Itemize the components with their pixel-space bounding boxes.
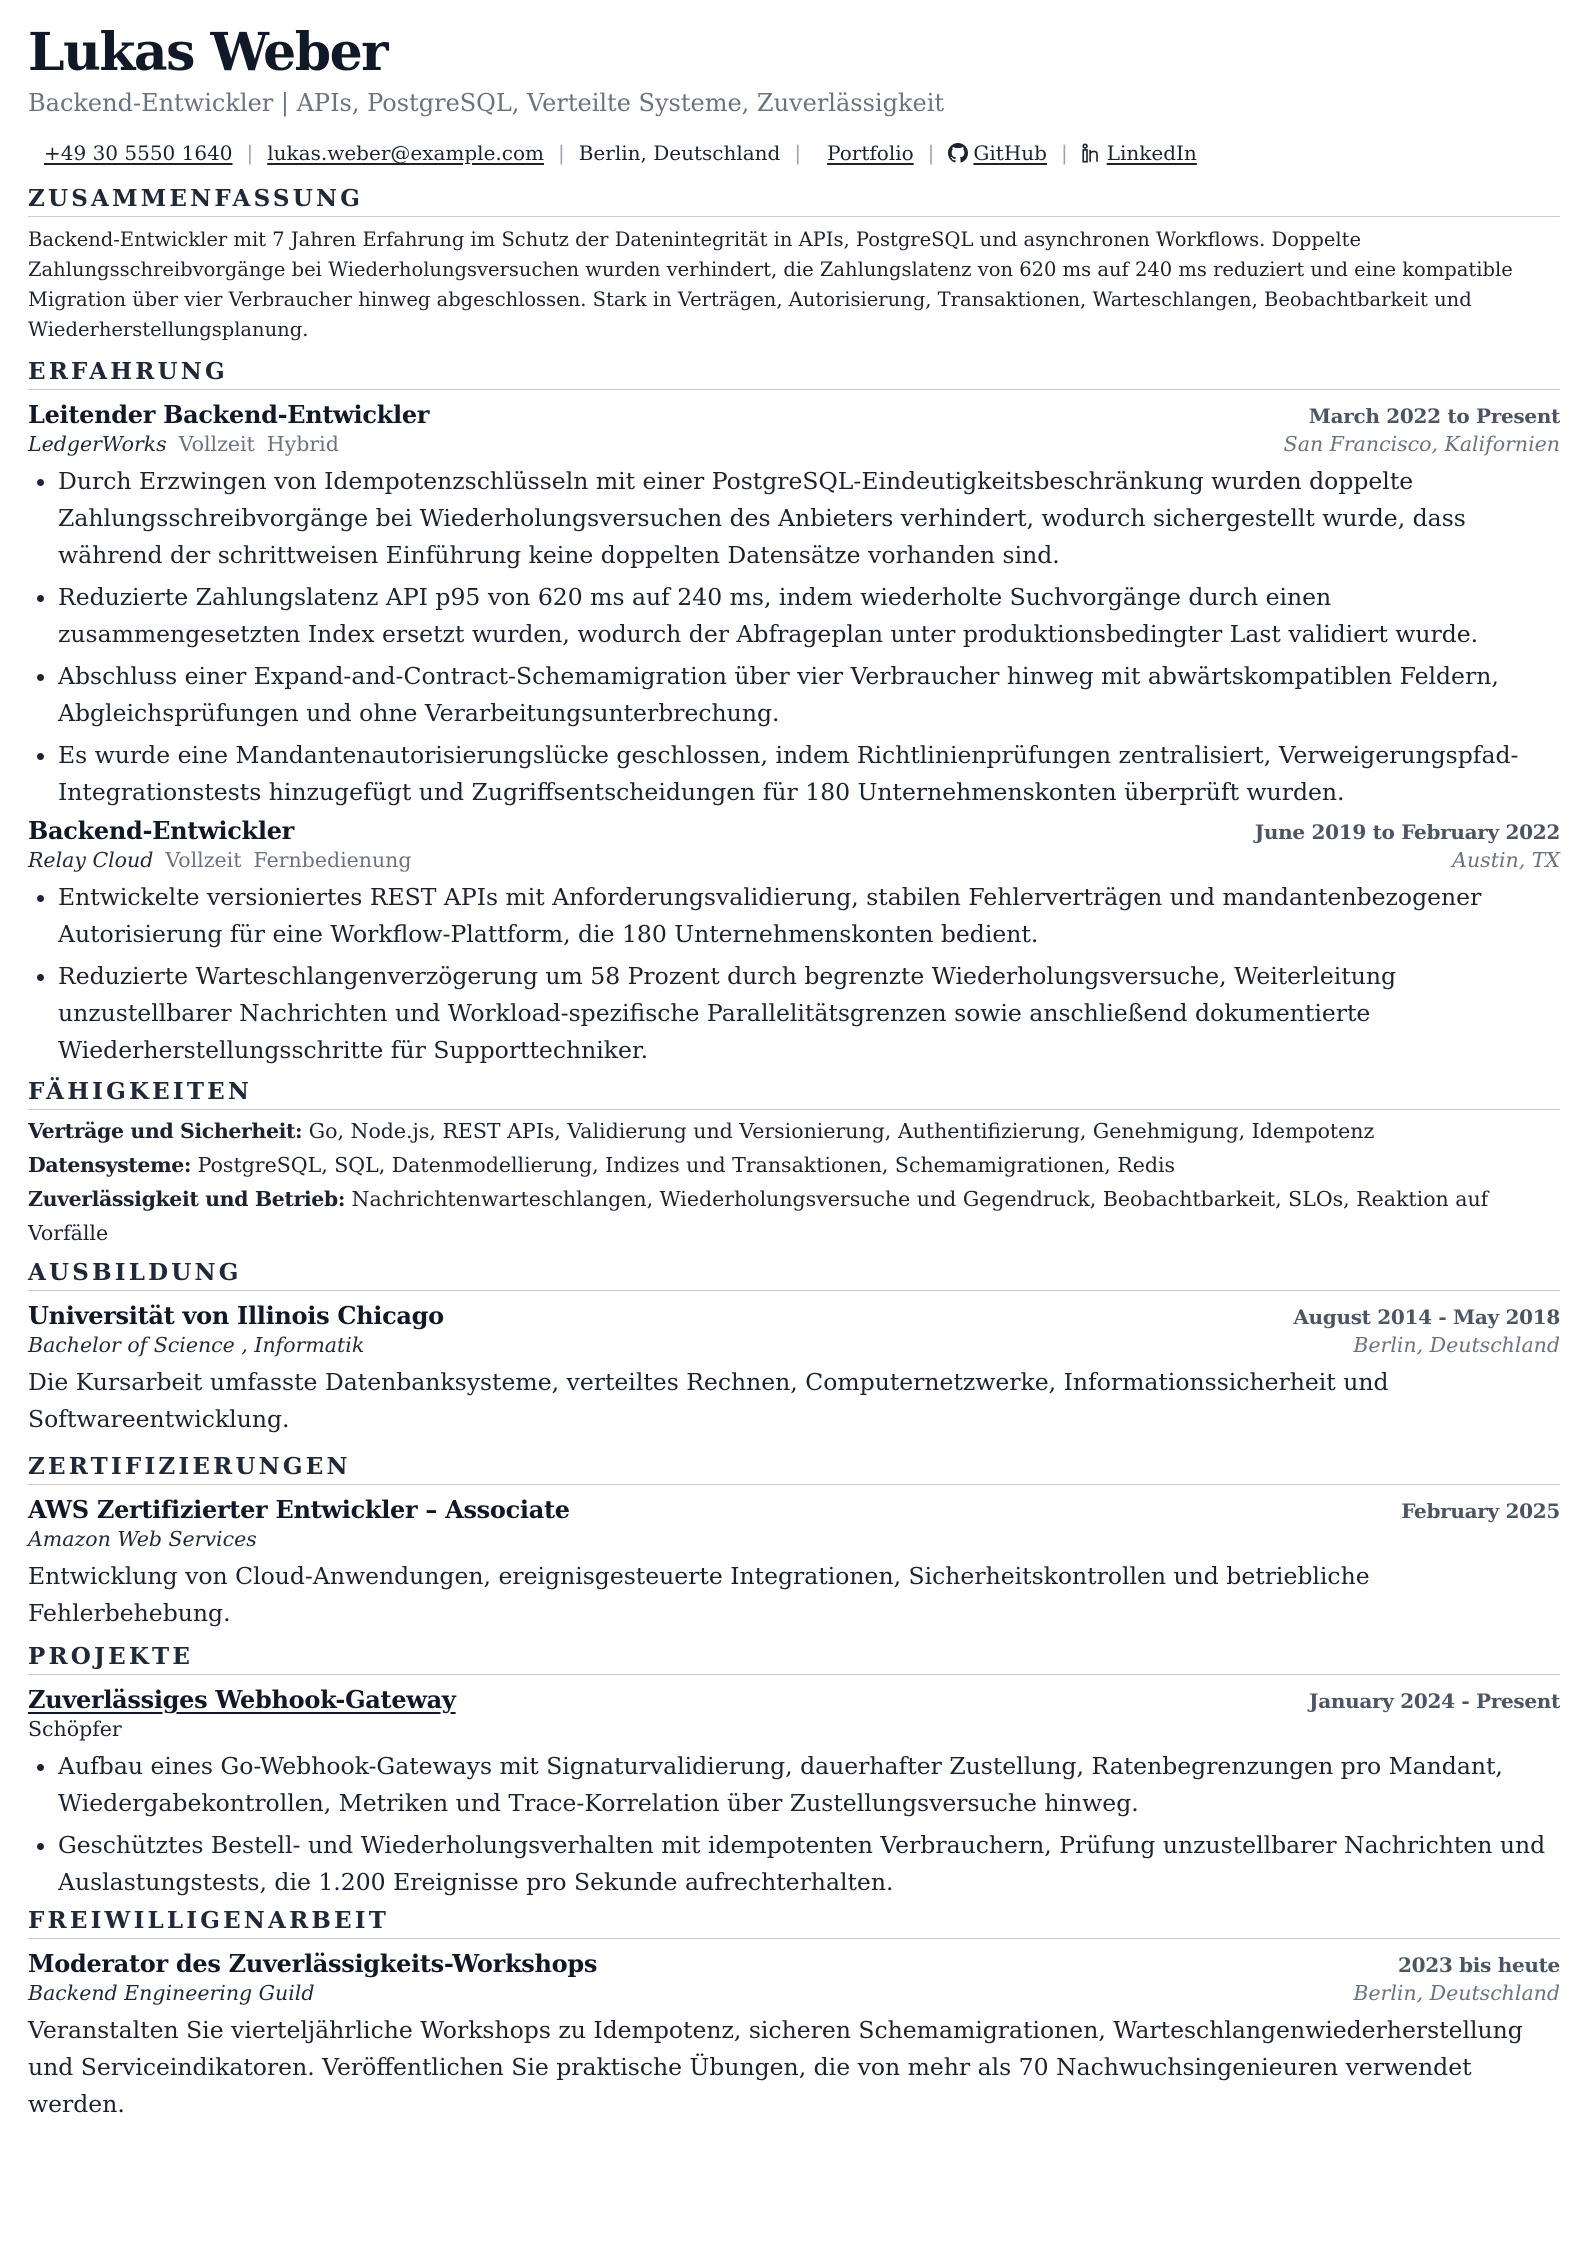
bullet-item: • Abschluss einer Expand-and-Contract-Schemamigration über vier Verbraucher hinweg mit abwärtskompatiblen Feldern, Abgleichsprüfungen und ohne Verarbeitungsunterbrechung. (58, 658, 1560, 732)
bullet-item: • Durch Erzwingen von Idempotenzschlüsseln mit einer PostgreSQL-Eindeutigkeitsbeschränkung wurden doppelte Zahlungsschreibvorgänge bei Wiederholungsversuchen des Anbieters verhindert, wodurch sichergestellt wurde, dass während der schrittweisen Einführung keine doppelten Datensätze vorhanden sind. (58, 463, 1560, 574)
bullet-item: • Geschütztes Bestell- und Wiederholungsverhalten mit idempotenten Verbrauchern, Prüfung unzustellbarer Nachrichten und Auslastungstests, die 1.200 Ereignisse pro Sekunde aufrechterhalten. (58, 1827, 1560, 1901)
skill-label: Verträge und Sicherheit: (28, 1119, 303, 1143)
summary-text: Backend-Entwickler mit 7 Jahren Erfahrung im Schutz der Datenintegrität in APIs, PostgreSQL und asynchronen Workflows. Doppelte Zahlungsschreibvorgänge bei Wiederholungsversuchen wurden verhindert, die Zahlungslatenz von 620 ms auf 240 ms reduziert und eine kompatible Migration über vier Verbraucher hinweg abgeschlossen. Stark in Verträgen, Autorisierung, Transaktionen, Warteschlangen, Beobachtbarkeit und Wiederherstellungsplanung. (28, 228, 1513, 341)
skill-label: Zuverlässigkeit und Betrieb: (28, 1187, 345, 1211)
location-text: Berlin, Deutschland (578, 141, 781, 165)
bullet-item: • Reduzierte Warteschlangenverzögerung um 58 Prozent durch begrenzte Wiederholungsversuche, Weiterleitung unzustellbarer Nachrichten und Workload-spezifische Parallelitätsgrenzen sowie anschließend dokumentierte Wiederherstellungsschritte für Supporttechniker. (58, 958, 1560, 1069)
employment-type: Vollzeit (178, 432, 255, 456)
resume-header (28, 22, 1560, 168)
experience-entry (28, 816, 1560, 1069)
school-name: Universität von Illinois Chicago (28, 1301, 444, 1330)
job-title: Leitender Backend-Entwickler (28, 400, 430, 429)
project-bullets (28, 1748, 1560, 1901)
job-title: Backend-Entwickler (28, 816, 295, 845)
contact-separator: | (1060, 141, 1068, 165)
employment-type: Vollzeit (165, 848, 242, 872)
section-title-certifications: ZERTIFIZIERUNGEN (28, 1452, 1560, 1485)
volunteer-description: Veranstalten Sie vierteljährliche Workshops zu Idempotenz, sicheren Schemamigrationen, Warteschlangenwiederherstellung und Serviceindikatoren. Veröffentlichen Sie praktische Übungen, die von mehr als 70 Nachwuchsingenieuren verwendet werden. (28, 2016, 1523, 2118)
section-title-experience: ERFAHRUNG (28, 357, 1560, 390)
contact-separator: | (246, 141, 254, 165)
job-location: San Francisco, Kalifornien (1283, 432, 1560, 456)
experience-section (28, 357, 1560, 1069)
volunteer-entry (28, 1949, 1560, 2123)
certification-entry (28, 1495, 1560, 1632)
skill-value: Nachrichtenwarteschlangen, Wiederholungsversuche und Gegendruck, Beobachtbarkeit, SLOs, Reaktion auf Vorfälle (28, 1187, 1489, 1245)
contact-bar (28, 138, 1560, 168)
candidate-name: Lukas Weber (28, 22, 388, 83)
degree: Bachelor of Science , Informatik (28, 1333, 365, 1357)
volunteer-date: 2023 bis heute (1397, 1953, 1560, 1977)
section-title-education: AUSBILDUNG (28, 1258, 1560, 1291)
certification-title: AWS Zertifizierter Entwickler – Associate (28, 1495, 570, 1524)
volunteer-location: Berlin, Deutschland (1353, 1981, 1560, 2005)
certification-issuer: Amazon Web Services (28, 1527, 257, 1551)
skill-value: PostgreSQL, SQL, Datenmodellierung, Indizes und Transaktionen, Schemamigrationen, Redis (197, 1153, 1176, 1177)
certification-description: Entwicklung von Cloud-Anwendungen, ereignisgesteuerte Integrationen, Sicherheitskontrollen und betriebliche Fehlerbehebung. (28, 1562, 1370, 1627)
certifications-section (28, 1452, 1560, 1632)
linkedin-link[interactable]: LinkedIn (1106, 141, 1197, 165)
section-title-volunteer: FREIWILLIGENARBEIT (28, 1906, 1560, 1939)
candidate-tagline: Backend-Entwickler | APIs, PostgreSQL, Verteilte Systeme, Zuverlässigkeit (28, 89, 945, 117)
portfolio-link[interactable]: Portfolio (827, 141, 914, 165)
skill-label: Datensysteme: (28, 1153, 192, 1177)
education-description: Die Kursarbeit umfasste Datenbanksysteme, verteiltes Rechnen, Computernetzwerke, Informationssicherheit und Softwareentwicklung. (28, 1368, 1389, 1433)
skill-value: Go, Node.js, REST APIs, Validierung und Versionierung, Authentifizierung, Genehmigung, Idempotenz (308, 1119, 1375, 1143)
skill-row (28, 1148, 1560, 1182)
company-name: LedgerWorks (28, 432, 167, 456)
bullet-item: • Aufbau eines Go-Webhook-Gateways mit Signaturvalidierung, dauerhafter Zustellung, Ratenbegrenzungen pro Mandant, Wiedergabekontrollen, Metriken und Trace-Korrelation über Zustellungsversuche hinweg. (58, 1748, 1560, 1822)
work-mode: Hybrid (266, 432, 339, 456)
job-date: March 2022 to Present (1308, 404, 1560, 428)
volunteer-title: Moderator des Zuverlässigkeits-Workshops (28, 1949, 598, 1978)
job-bullets (28, 879, 1560, 1069)
linkedin-link-group[interactable] (1082, 138, 1197, 168)
company-name: Relay Cloud (28, 848, 154, 872)
volunteer-org: Backend Engineering Guild (28, 1981, 315, 2005)
section-title-summary: ZUSAMMENFASSUNG (28, 184, 1560, 217)
education-entry (28, 1301, 1560, 1438)
bullet-item: • Es wurde eine Mandantenautorisierungslücke geschlossen, indem Richtlinienprüfungen zentralisiert, Verweigerungspfad-Integrationstests hinzugefügt und Zugriffsentscheidungen für 180 Unternehmenskonten überprüft wurden. (58, 737, 1560, 811)
contact-separator: | (927, 141, 935, 165)
github-icon (948, 143, 968, 163)
project-title-link[interactable]: Zuverlässiges Webhook-Gateway (28, 1685, 456, 1714)
section-title-skills: FÄHIGKEITEN (28, 1077, 1560, 1110)
project-role: Schöpfer (28, 1717, 122, 1741)
contact-separator: | (557, 141, 565, 165)
phone-link[interactable]: +49 30 5550 1640 (44, 141, 233, 165)
github-link[interactable]: GitHub (973, 141, 1047, 165)
project-date: January 2024 - Present (1309, 1689, 1560, 1713)
skill-row (28, 1114, 1560, 1148)
linkedin-icon (1082, 143, 1102, 163)
email-link[interactable]: lukas.weber@example.com (267, 141, 544, 165)
experience-entry (28, 400, 1560, 811)
contact-separator: | (794, 141, 802, 165)
education-location: Berlin, Deutschland (1353, 1333, 1560, 1357)
job-date: June 2019 to February 2022 (1254, 820, 1560, 844)
skill-row (28, 1182, 1560, 1250)
projects-section (28, 1642, 1560, 1901)
project-entry (28, 1685, 1560, 1901)
certification-date: February 2025 (1401, 1499, 1560, 1523)
work-mode: Fernbedienung (253, 848, 412, 872)
summary-section (28, 184, 1560, 345)
bullet-item: • Reduzierte Zahlungslatenz API p95 von 620 ms auf 240 ms, indem wiederholte Suchvorgänge durch einen zusammengesetzten Index ersetzt wurden, wodurch der Abfrageplan unter produktionsbedingter Last validiert wurde. (58, 579, 1560, 653)
github-link-group[interactable] (948, 138, 1047, 168)
section-title-projects: PROJEKTE (28, 1642, 1560, 1675)
job-location: Austin, TX (1452, 848, 1560, 872)
education-date: August 2014 - May 2018 (1293, 1305, 1560, 1329)
education-section (28, 1258, 1560, 1438)
volunteer-section (28, 1906, 1560, 2123)
bullet-item: • Entwickelte versioniertes REST APIs mit Anforderungsvalidierung, stabilen Fehlerverträgen und mandantenbezogener Autorisierung für eine Workflow-Plattform, die 180 Unternehmenskonten bedient. (58, 879, 1560, 953)
job-bullets (28, 463, 1560, 811)
skills-section (28, 1077, 1560, 1250)
